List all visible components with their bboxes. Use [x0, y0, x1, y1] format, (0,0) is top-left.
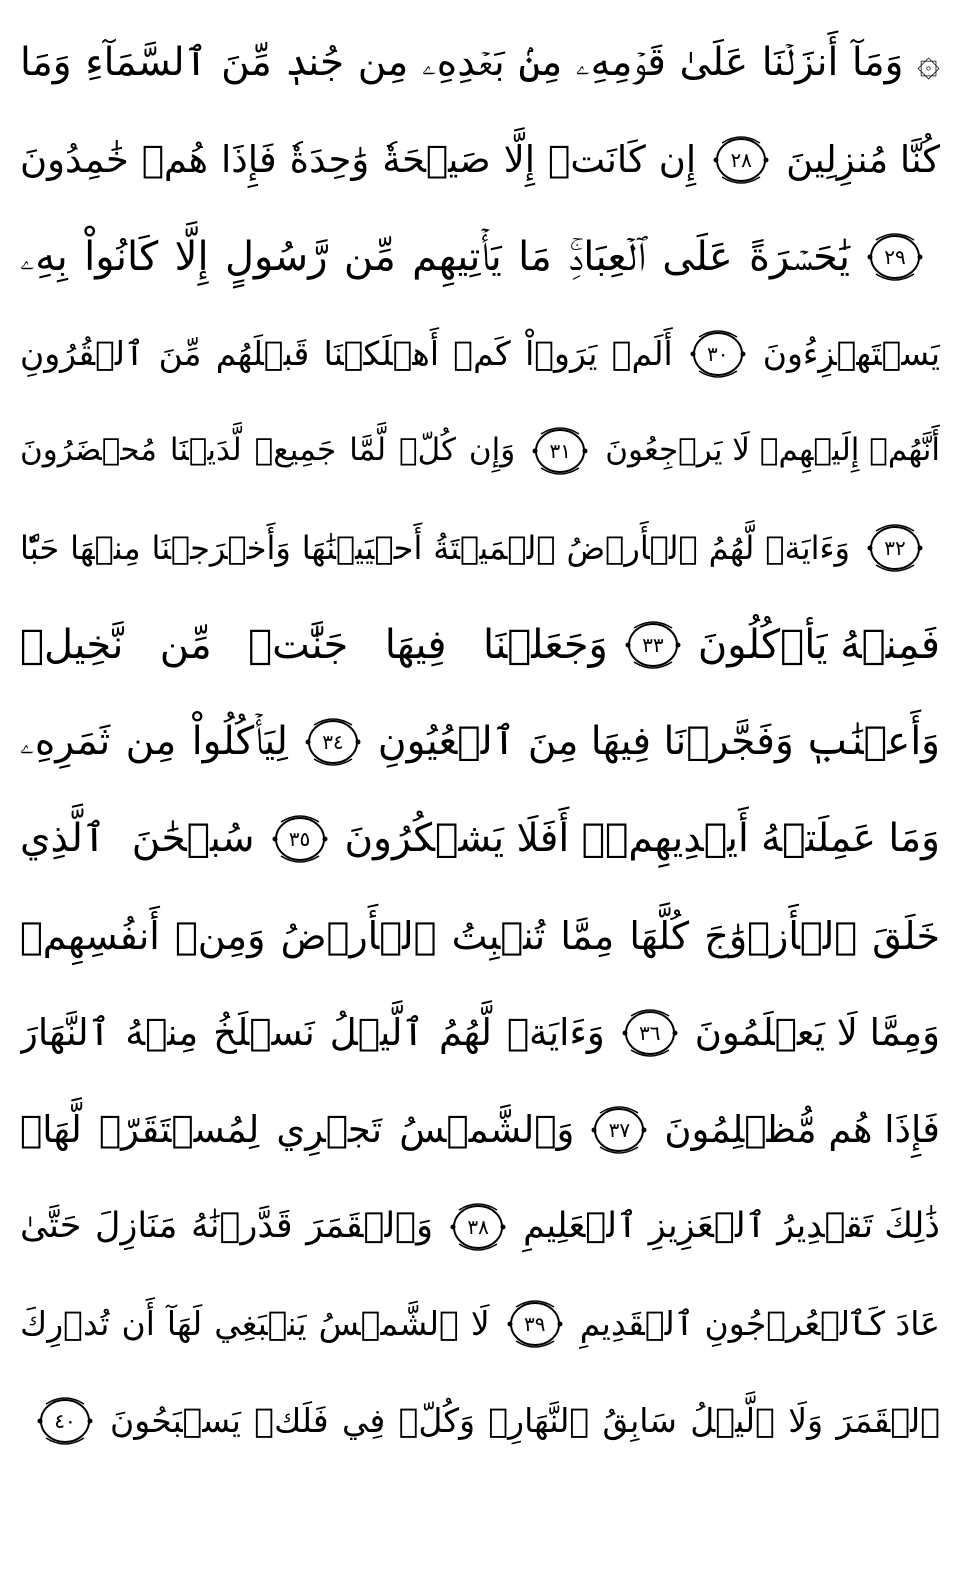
verse-text: وَإِن كُلّٞ لَّمَّا جَمِيعٞ لَّدَيۡنَا مُحۡضَرُونَ	[20, 432, 516, 468]
text-line	[20, 14, 940, 111]
ayah-end-ornament-icon	[590, 1103, 648, 1157]
verse-text: أَلَمۡ يَرَوۡاْ كَمۡ أَهۡلَكۡنَا قَبۡلَهُم مِّنَ ٱلۡقُرُونِ	[20, 334, 673, 373]
verse-text: فَإِذَا هُم مُّظۡلِمُونَ	[664, 1108, 940, 1151]
text-line	[20, 1081, 940, 1178]
text-line	[20, 1275, 940, 1372]
ayah-end-ornament-icon	[866, 521, 924, 575]
ayah-end-ornament-icon	[866, 230, 924, 284]
text-line	[20, 402, 940, 499]
ayah-number: ٣٦	[639, 1020, 661, 1045]
ayah-end-ornament-icon	[36, 1394, 94, 1448]
verse-text: ٱلۡقَمَرَ وَلَا ٱلَّيۡلُ سَابِقُ ٱلنَّهَارِۚ وَكُلّٞ فِي فَلَكٖ يَسۡبَحُونَ	[110, 1401, 940, 1440]
verse-text: وَجَعَلۡنَا فِيهَا جَنَّٰتٖ مِّن نَّخِيلٖ	[20, 621, 608, 668]
text-line	[20, 305, 940, 402]
text-line	[20, 1178, 940, 1275]
verse-text: فَمِنۡهُ يَأۡكُلُونَ	[697, 621, 940, 668]
verse-text: وَءَايَةٞ لَّهُمُ ٱلۡأَرۡضُ ٱلۡمَيۡتَةُ أَحۡيَيۡنَٰهَا وَأَخۡرَجۡنَا مِنۡهَا حَبّٗا	[20, 528, 850, 567]
ayah-number: ٣٧	[608, 1117, 631, 1142]
ayah-number: ٣٨	[467, 1214, 489, 1239]
ayah-number: ٤٠	[54, 1408, 76, 1433]
verse-text: إِن كَانَتۡ إِلَّا صَيۡحَةٗ وَٰحِدَةٗ فَإِذَا هُمۡ خَٰمِدُونَ	[20, 138, 697, 181]
ayah-end-ornament-icon	[449, 1200, 507, 1254]
verse-text: وَمِمَّا لَا يَعۡلَمُونَ	[694, 1011, 940, 1054]
verse-text: يَسۡتَهۡزِءُونَ	[762, 334, 940, 373]
verse-text: لَا ٱلشَّمۡسُ يَنۢبَغِي لَهَآ أَن تُدۡرِكَ	[20, 1304, 490, 1343]
verse-text: عَادَ كَٱلۡعُرۡجُونِ ٱلۡقَدِيمِ	[579, 1304, 940, 1343]
ayah-end-ornament-icon	[712, 133, 770, 187]
text-line	[20, 596, 940, 693]
text-line	[20, 499, 940, 596]
verse-text: ۞ وَمَآ أَنزَلۡنَا عَلَىٰ قَوۡمِهِۦ مِنۢ بَعۡدِهِۦ مِن جُندٖ مِّنَ ٱلسَّمَآءِ وَمَا	[20, 40, 940, 85]
ayah-end-ornament-icon	[304, 715, 362, 769]
ayah-number: ٣٢	[884, 535, 906, 560]
verse-text: وَمَا عَمِلَتۡهُ أَيۡدِيهِمۡۚ أَفَلَا يَشۡكُرُونَ	[344, 816, 940, 861]
text-line	[20, 984, 940, 1081]
ayah-end-ornament-icon	[271, 812, 329, 866]
ayah-number: ٣٥	[288, 826, 311, 851]
verse-text: وَٱلشَّمۡسُ تَجۡرِي لِمُسۡتَقَرّٖ لَّهَاۚ	[20, 1108, 575, 1151]
text-line	[20, 790, 940, 887]
ayah-number: ٢٩	[884, 244, 906, 269]
text-line	[20, 111, 940, 208]
ayah-number: ٣١	[549, 438, 571, 463]
text-line	[20, 1372, 940, 1469]
verse-text: وَأَعۡنَٰبٖ وَفَجَّرۡنَا فِيهَا مِنَ ٱلۡعُيُونِ	[377, 719, 940, 764]
mushaf-page	[20, 14, 940, 1569]
verse-text: خَلَقَ ٱلۡأَزۡوَٰجَ كُلَّهَا مِمَّا تُنۢبِتُ ٱلۡأَرۡضُ وَمِنۡ أَنفُسِهِمۡ	[20, 913, 940, 958]
verse-text: ذَٰلِكَ تَقۡدِيرُ ٱلۡعَزِيزِ ٱلۡعَلِيمِ	[523, 1206, 940, 1246]
verse-text: سُبۡحَٰنَ ٱلَّذِي	[20, 816, 255, 861]
ayah-number: ٢٨	[730, 147, 752, 172]
ayah-number: ٣٩	[523, 1311, 546, 1336]
ayah-number: ٣٣	[642, 632, 664, 657]
text-line	[20, 208, 940, 305]
ayah-end-ornament-icon	[624, 618, 682, 672]
text-line	[20, 887, 940, 984]
verse-text: أَنَّهُمۡ إِلَيۡهِمۡ لَا يَرۡجِعُونَ	[605, 432, 940, 468]
verse-text: يَٰحَسۡرَةً عَلَى ٱلۡعِبَادِۚ مَا يَأۡتِيهِم مِّن رَّسُولٍ إِلَّا كَانُواْ بِهِۦ	[20, 233, 850, 280]
ayah-end-ornament-icon	[506, 1297, 564, 1351]
ayah-number: ٣٤	[322, 729, 344, 754]
verse-text: وَٱلۡقَمَرَ قَدَّرۡنَٰهُ مَنَازِلَ حَتَّىٰ	[20, 1206, 434, 1246]
text-line	[20, 693, 940, 790]
verse-text: لِيَأۡكُلُواْ مِن ثَمَرِهِۦ	[20, 719, 288, 764]
ayah-end-ornament-icon	[531, 424, 589, 478]
verse-text: وَءَايَةٞ لَّهُمُ ٱلَّيۡلُ نَسۡلَخُ مِنۡهُ ٱلنَّهَارَ	[20, 1011, 605, 1054]
ayah-end-ornament-icon	[621, 1006, 679, 1060]
ayah-end-ornament-icon	[689, 327, 747, 381]
ayah-number: ٣٠	[706, 341, 729, 366]
verse-text: كُنَّا مُنزِلِينَ	[786, 138, 940, 181]
